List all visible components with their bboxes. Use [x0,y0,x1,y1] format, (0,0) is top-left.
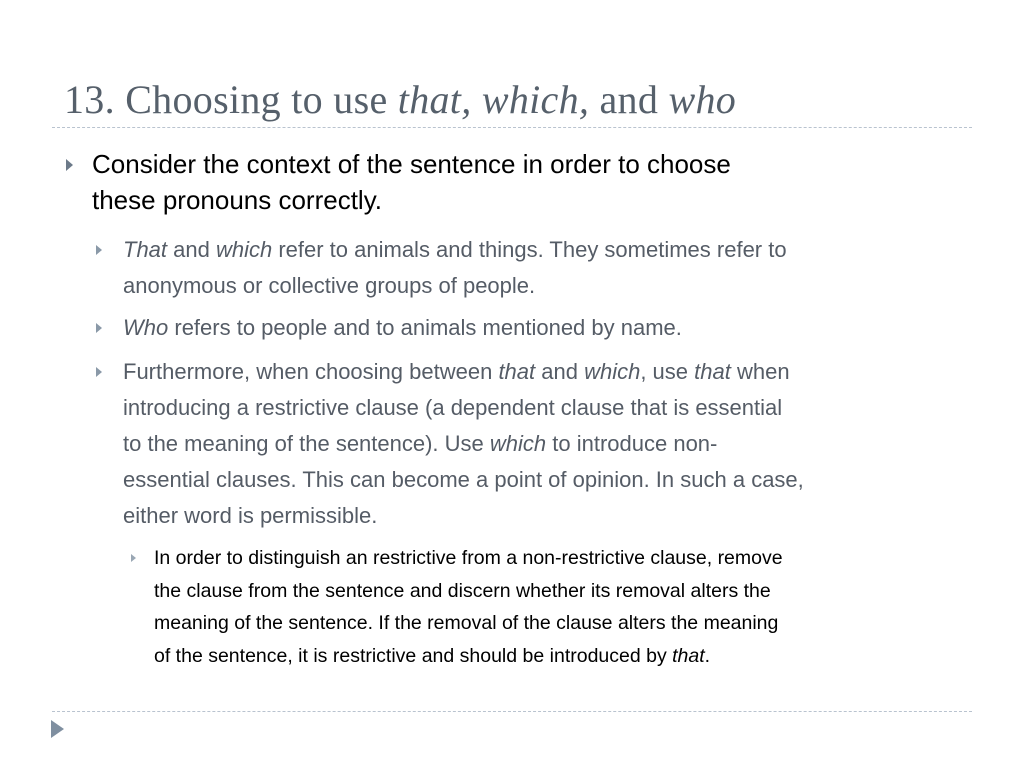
slide-title [64,76,736,123]
bullet-text: Consider the context of the sentence in order to choose these pronouns correctly. [92,149,731,215]
bullet-level2-that-which [123,232,973,304]
title-who: who [668,77,737,122]
bullet-level1-consider-context [92,146,912,218]
footer-divider [52,711,972,712]
play-arrow-icon [51,720,64,738]
title-which: which, [481,77,590,122]
triangle-right-icon [96,367,102,377]
triangle-right-icon [66,159,73,171]
bullet-text: Who refers to people and to animals mentioned by name. [123,315,682,340]
bullet-text: Furthermore, when choosing between that and which, use that when introducing a restrictive clause (a dependent clause that is essential to the meaning of the sentence). Use which to introduce non- essential clauses. This can become a point of opinion. In such a case, either word is permissible. [123,359,804,528]
title-that: that, [397,77,472,122]
title-divider [52,127,972,128]
title-and: and [589,77,669,122]
title-prefix: 13. Choosing to use [64,77,398,122]
triangle-right-icon [131,554,136,562]
bullet-level2-furthermore [123,354,973,534]
bullet-level3-distinguish [154,542,974,672]
bullet-text: That and which refer to animals and things. They sometimes refer to anonymous or collective groups of people. [123,237,787,298]
bullet-level2-who [123,310,973,346]
bullet-text: In order to distinguish an restrictive from a non-restrictive clause, remove the clause from the sentence and discern whether its removal alters the meaning of the sentence. If the removal of the clause alters the meaning of the sentence, it is restrictive and should be introduced by that. [154,547,783,667]
triangle-right-icon [96,323,102,333]
triangle-right-icon [96,245,102,255]
